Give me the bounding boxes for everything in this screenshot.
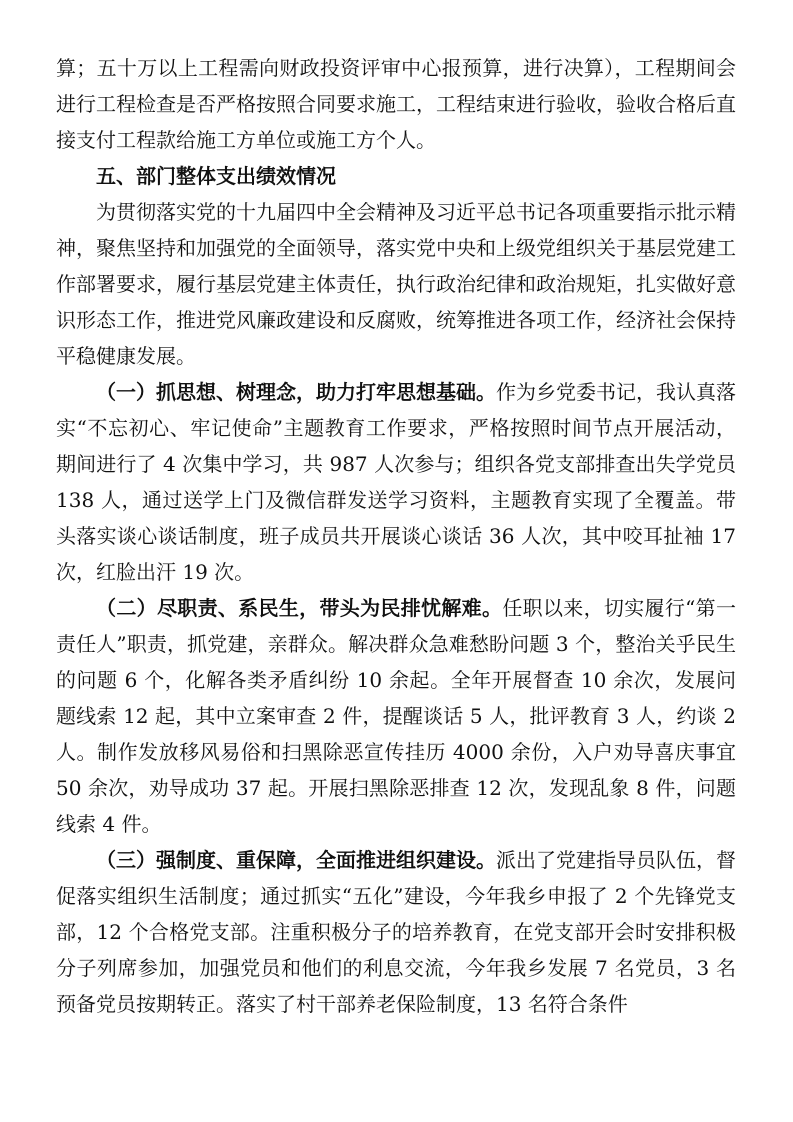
document-body	[56, 50, 736, 1022]
item-1-heading: （一）抓思想、树理念，助力打牢思想基础。	[96, 380, 496, 404]
paragraph-item-1	[56, 374, 736, 590]
paragraph-continuation: 算；五十万以上工程需向财政投资评审中心报预算，进行决算），工程期间会进行工程检查是否严格按照合同要求施工，工程结束进行验收，验收合格后直接支付工程款给施工方单位或施工方个人。	[56, 56, 736, 152]
item-3-body: 派出了党建指导员队伍，督促落实组织生活制度；通过抓实“五化”建设，今年我乡申报了 2 个先锋党支部，12 个合格党支部。注重积极分子的培养教育，在党支部开会时安排积极分子列席参加，加强党员和他们的利息交流，今年我乡发展 7 名党员，3 名预备党员按期转正。落实了村干部养老保险制度，13 名符合条件	[56, 848, 736, 1016]
item-3-heading: （三）强制度、重保障，全面推进组织建设。	[96, 848, 496, 872]
paragraph-item-2	[56, 590, 736, 842]
section-heading-5: 五、部门整体支出绩效情况	[96, 164, 336, 188]
item-2-heading: （二）尽职责、系民生，带头为民排忧解难。	[96, 596, 503, 620]
paragraph-intro: 为贯彻落实党的十九届四中全会精神及习近平总书记各项重要指示批示精神，聚焦坚持和加强党的全面领导，落实党中央和上级党组织关于基层党建工作部署要求，履行基层党建主体责任，执行政治纪律和政治规矩，扎实做好意识形态工作，推进党风廉政建设和反腐败，统筹推进各项工作，经济社会保持平稳健康发展。	[56, 200, 736, 368]
item-2-body: 任职以来，切实履行“第一责任人”职责，抓党建，亲群众。解决群众急难愁盼问题 3 个，整治关乎民生的问题 6 个，化解各类矛盾纠纷 10 余起。全年开展督查 10 余次，发展问题线索 12 起，其中立案审查 2 件，提醒谈话 5 人，批评教育 3 人，约谈 2 人。制作发放移风易俗和扫黑除恶宣传挂历 4000 余份，入户劝导喜庆事宜 50 余次，劝导成功 37 起。开展扫黑除恶排查 12 次，发现乱象 8 件，问题线索 4 件。	[56, 596, 737, 836]
item-1-body: 作为乡党委书记，我认真落实“不忘初心、牢记使命”主题教育工作要求，严格按照时间节点开展活动，期间进行了 4 次集中学习，共 987 人次参与；组织各党支部排查出失学党员 138 人，通过送学上门及微信群发送学习资料，主题教育实现了全覆盖。带头落实谈心谈话制度，班子成员共开展谈心谈话 36 人次，其中咬耳扯袖 17 次，红脸出汗 19 次。	[56, 380, 736, 584]
paragraph-item-3	[56, 842, 736, 1022]
